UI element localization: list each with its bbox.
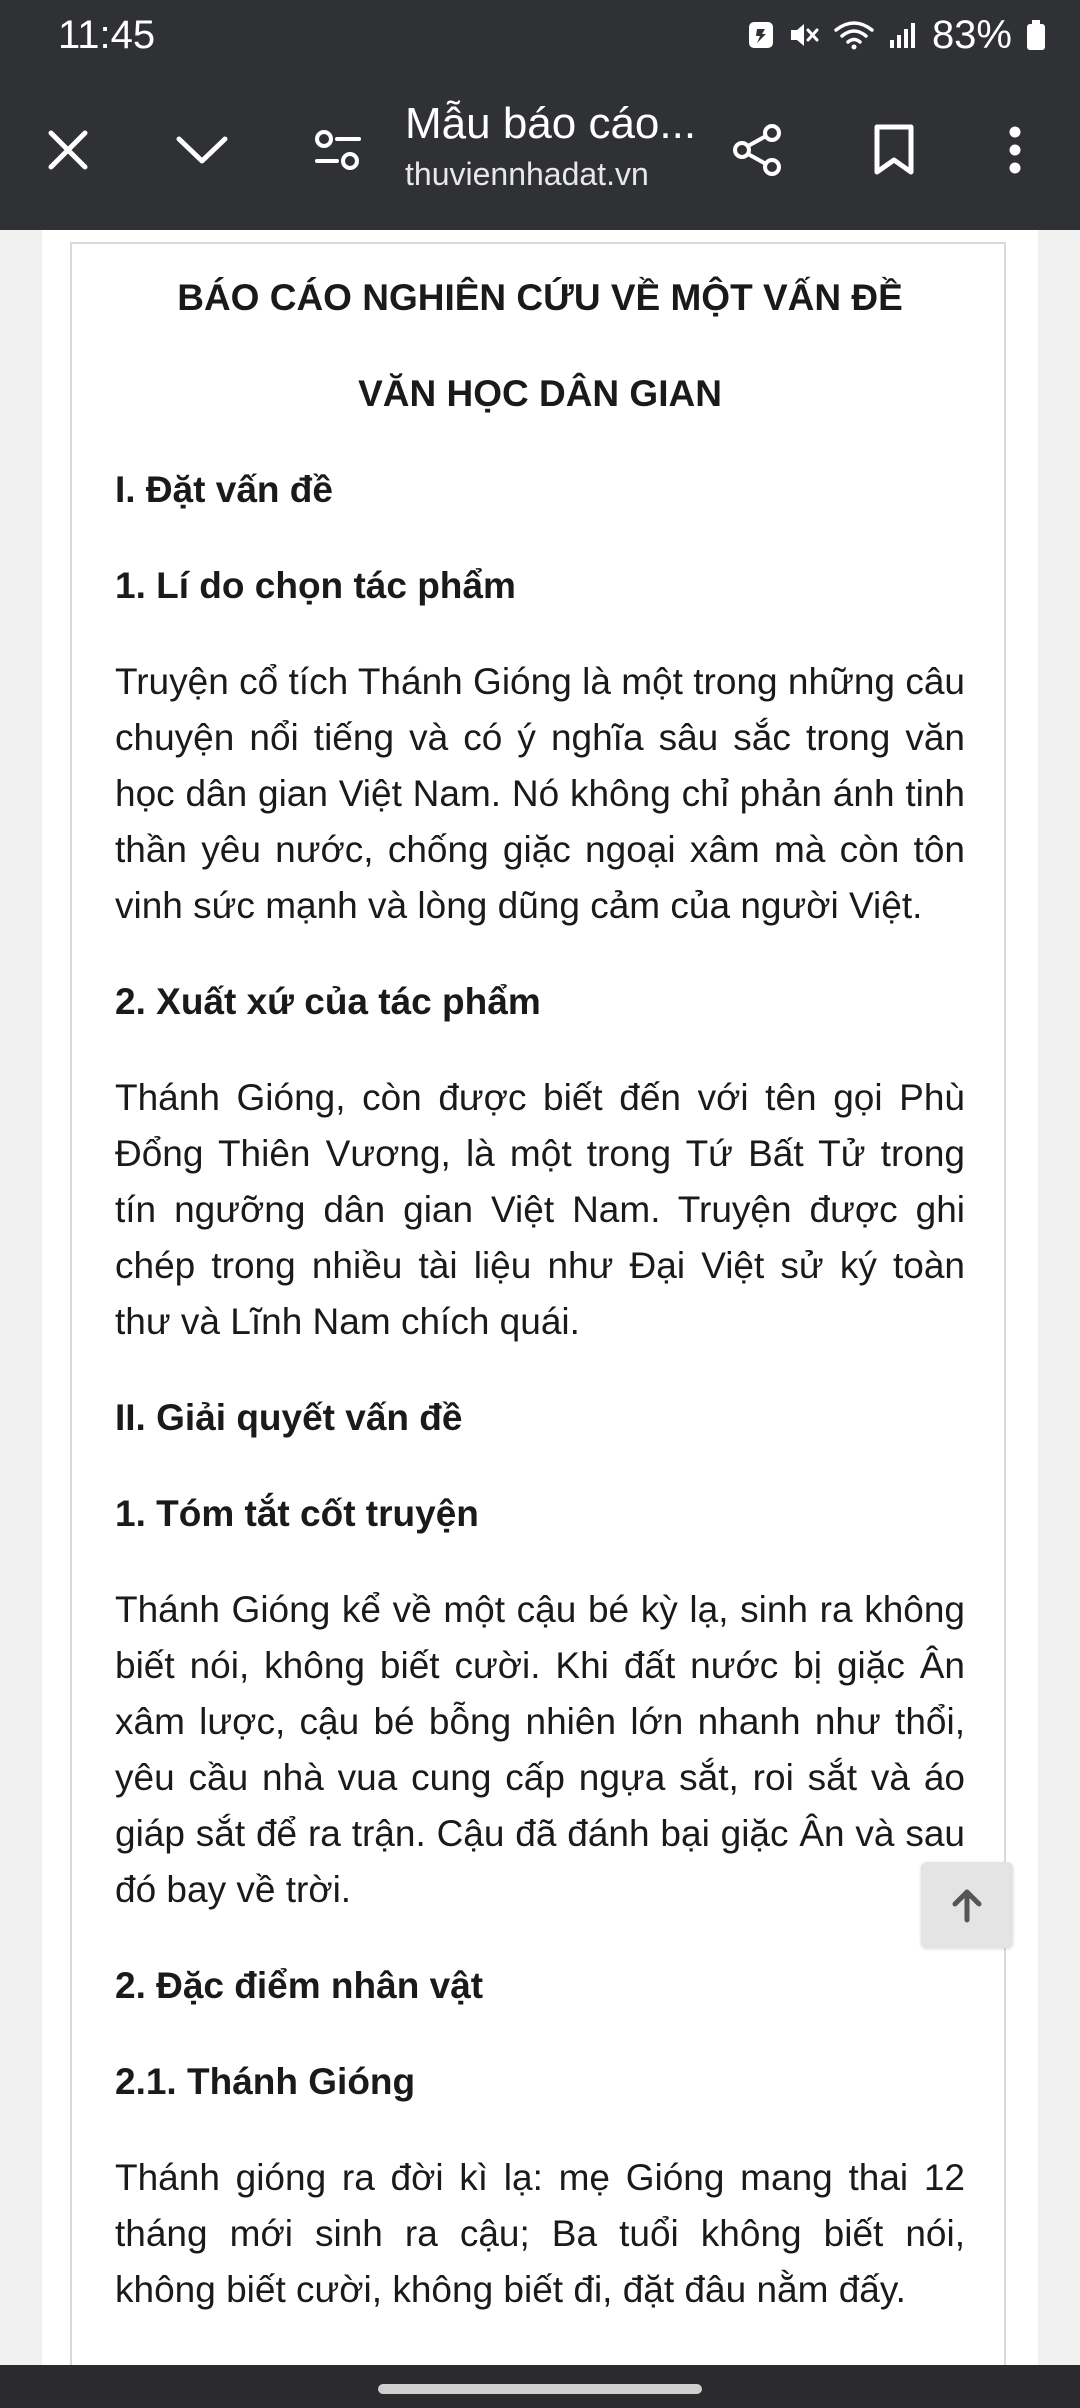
arrow-up-icon: [947, 1885, 987, 1925]
scroll-to-top-button[interactable]: [921, 1862, 1013, 1948]
battery-percent: 83%: [931, 13, 1012, 57]
browser-toolbar: [0, 70, 1080, 230]
bookmark-button[interactable]: [854, 110, 934, 190]
heading-reason: 1. Lí do chọn tác phẩm: [115, 565, 516, 606]
status-bar: [0, 0, 1080, 70]
share-icon: [731, 123, 785, 177]
share-button[interactable]: [718, 110, 798, 190]
page-settings-icon: [313, 128, 363, 172]
status-icons: [748, 12, 1046, 58]
page-title: Mẫu báo cáo...: [405, 99, 697, 148]
paragraph-origin: Thánh Gióng, còn được biết đến với tên gọi Phù Đổng Thiên Vương, là một trong Tứ Bất Tử trong tín ngưỡng dân gian Việt Nam. Truyện được ghi chép trong nhiều tài liệu như Đại Việt sử ký toàn thư và Lĩnh Nam chích quái.: [115, 1077, 965, 1342]
heading-part1: I. Đặt vấn đề: [115, 469, 333, 510]
paragraph-summary: Thánh Gióng kể về một cậu bé kỳ lạ, sinh ra không biết nói, không biết cười. Khi đất nước bị giặc Ân xâm lược, cậu bé bỗng nhiên lớn nhanh như thổi, yêu cầu nhà vua cung cấp ngựa sắt, roi sắt và áo giáp sắt để ra trận. Cậu đã đánh bại giặc Ân và sau đó bay về trời.: [115, 1589, 965, 1910]
navigation-bar: [0, 2365, 1080, 2408]
wifi-icon: [834, 20, 874, 50]
signal-icon: [888, 20, 918, 50]
bookmark-icon: [872, 123, 916, 177]
home-gesture-handle[interactable]: [378, 2384, 702, 2394]
paragraph-giong: Thánh gióng ra đời kì lạ: mẹ Gióng mang thai 12 tháng mới sinh ra cậu; Ba tuổi không biết nói, không biết cười, không biết đi, đặt đâu nằm đấy.: [115, 2157, 965, 2310]
close-tab-button[interactable]: [28, 110, 108, 190]
web-page[interactable]: [0, 230, 1080, 2365]
page-domain: thuviennhadat.vn: [405, 156, 649, 192]
close-icon: [45, 127, 91, 173]
heading-part2: II. Giải quyết vấn đề: [115, 1397, 463, 1438]
document-body: [115, 270, 965, 2358]
document-title-line2: VĂN HỌC DÂN GIAN: [358, 373, 722, 414]
heading-giong: 2.1. Thánh Gióng: [115, 2061, 416, 2102]
document-title-line1: BÁO CÁO NGHIÊN CỨU VỀ MỘT VẤN ĐỀ: [177, 277, 903, 318]
heading-summary: 1. Tóm tắt cốt truyện: [115, 1493, 479, 1534]
chevron-down-icon: [174, 132, 230, 168]
minimize-button[interactable]: [162, 110, 242, 190]
status-time: 11:45: [58, 13, 156, 57]
paragraph-reason: Truyện cổ tích Thánh Gióng là một trong những câu chuyện nổi tiếng và có ý nghĩa sâu sắc trong văn học dân gian Việt Nam. Nó không chỉ phản ánh tinh thần yêu nước, chống giặc ngoại xâm mà còn tôn vinh sức mạnh và lòng dũng cảm của người Việt.: [115, 661, 965, 926]
mute-icon: [788, 20, 820, 50]
battery-icon: [1026, 19, 1046, 51]
more-vert-icon: [1007, 125, 1023, 175]
heading-character: 2. Đặc điểm nhân vật: [115, 1965, 484, 2006]
page-settings-button[interactable]: [298, 110, 378, 190]
page-title-area[interactable]: [405, 96, 715, 196]
heading-origin: 2. Xuất xứ của tác phẩm: [115, 981, 541, 1022]
cast-icon: [748, 20, 774, 50]
more-options-button[interactable]: [975, 110, 1055, 190]
